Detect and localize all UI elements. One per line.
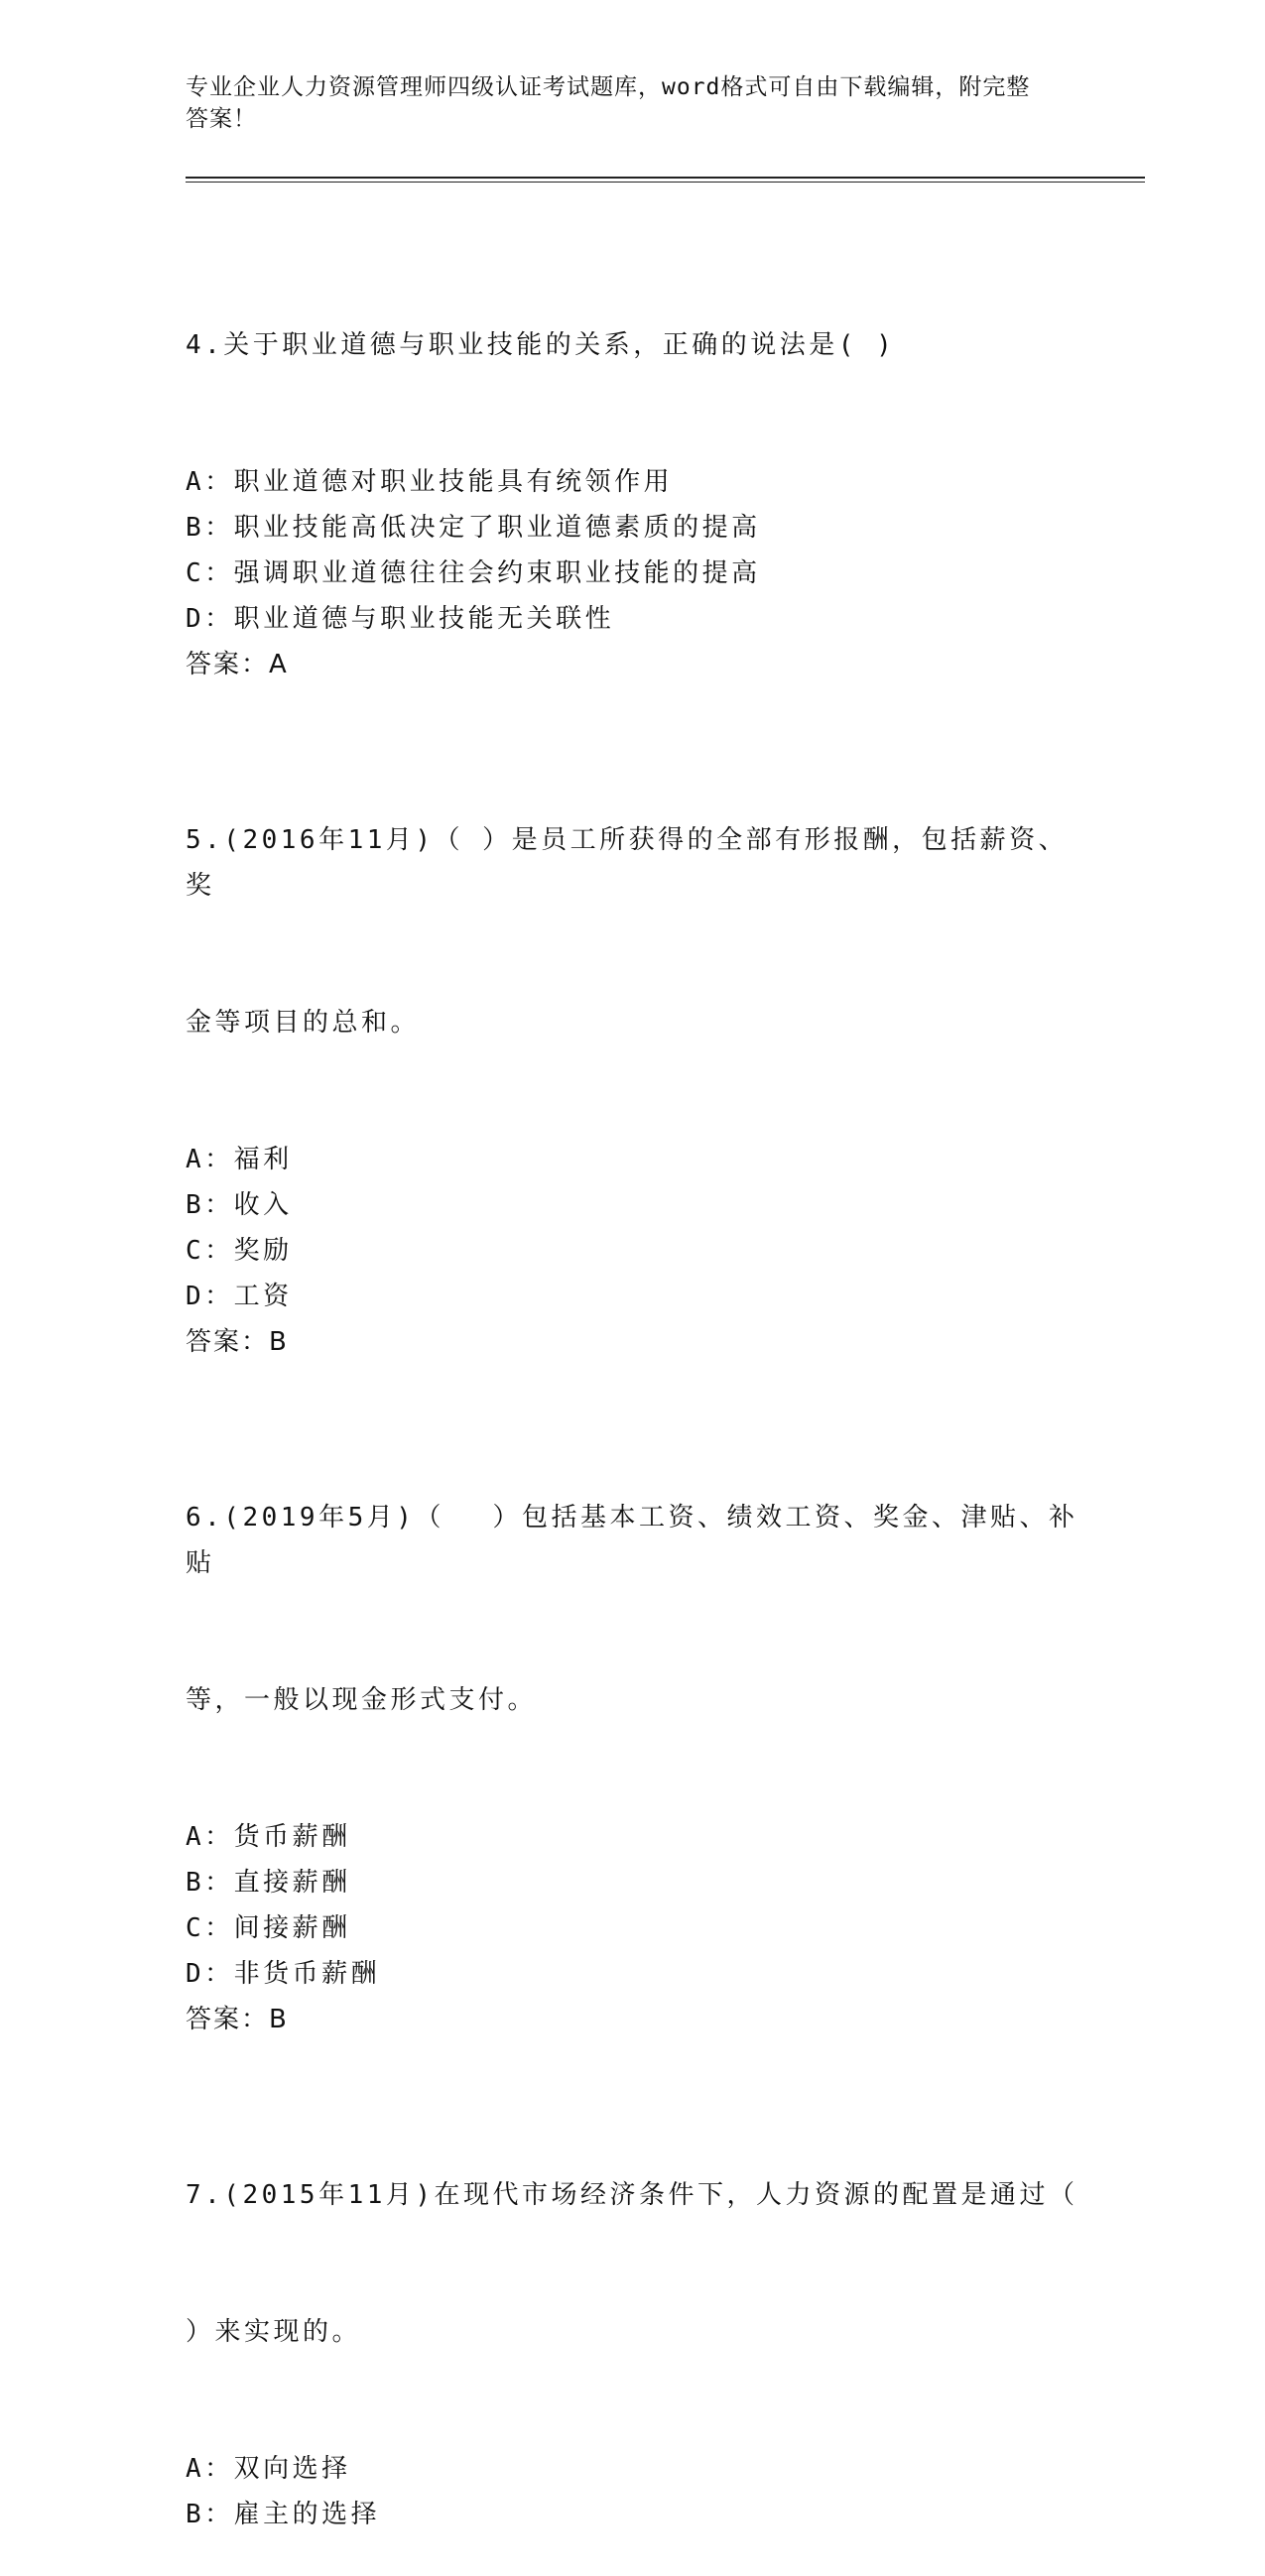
question-7	[186, 2081, 1078, 2537]
question-4	[186, 231, 1078, 687]
question-stem	[186, 2081, 1078, 2446]
question-list	[186, 231, 1078, 2576]
option-b: B：收入	[186, 1190, 293, 1220]
question-stem	[186, 231, 1078, 459]
option-b: B：职业技能高低决定了职业道德素质的提高	[186, 513, 761, 543]
option-c: C：间接薪酬	[186, 1913, 351, 1943]
answer-line: 答案：B	[186, 1327, 289, 1357]
answer-line: 答案：A	[186, 650, 289, 679]
option-b: B：直接薪酬	[186, 1868, 351, 1898]
question-stem-line: ）来实现的。	[186, 2317, 362, 2347]
header-divider-thin	[186, 182, 1145, 183]
header-line-1: 专业企业人力资源管理师四级认证考试题库，word格式可自由下载编辑，附完整	[186, 74, 1031, 100]
question-stem-line: 金等项目的总和。	[186, 1008, 421, 1038]
option-a: A：双向选择	[186, 2454, 351, 2484]
option-b: B：雇主的选择	[186, 2500, 381, 2529]
question-stem-line: 7.(2015年11月)在现代市场经济条件下，人力资源的配置是通过（	[186, 2180, 1078, 2210]
question-6	[186, 1404, 1078, 2042]
option-a: A：福利	[186, 1145, 293, 1174]
option-d: D：非货币薪酬	[186, 1959, 381, 1989]
question-5	[186, 726, 1078, 1365]
question-stem-line: 等，一般以现金形式支付。	[186, 1685, 538, 1715]
option-a: A：职业道德对职业技能具有统领作用	[186, 467, 674, 497]
option-d: D：职业道德与职业技能无关联性	[186, 604, 615, 634]
answer-line: 答案：B	[186, 2005, 289, 2034]
question-stem-line: 5.(2016年11月)（ ）是员工所获得的全部有形报酬，包括薪资、奖	[186, 825, 1069, 901]
option-a: A：货币薪酬	[186, 1822, 351, 1852]
question-stem	[186, 1404, 1078, 1814]
document-header	[186, 71, 1078, 135]
question-stem-line: 4.关于职业道德与职业技能的关系，正确的说法是( )	[186, 330, 896, 360]
question-stem-line: 6.(2019年5月)（ ）包括基本工资、绩效工资、奖金、津贴、补贴	[186, 1503, 1078, 1578]
header-line-2: 答案！	[186, 106, 257, 132]
option-c: C：强调职业道德往往会约束职业技能的提高	[186, 558, 761, 588]
header-divider-thick	[186, 177, 1145, 179]
option-c: C：奖励	[186, 1236, 293, 1266]
option-d: D：工资	[186, 1282, 293, 1311]
question-stem	[186, 726, 1078, 1137]
